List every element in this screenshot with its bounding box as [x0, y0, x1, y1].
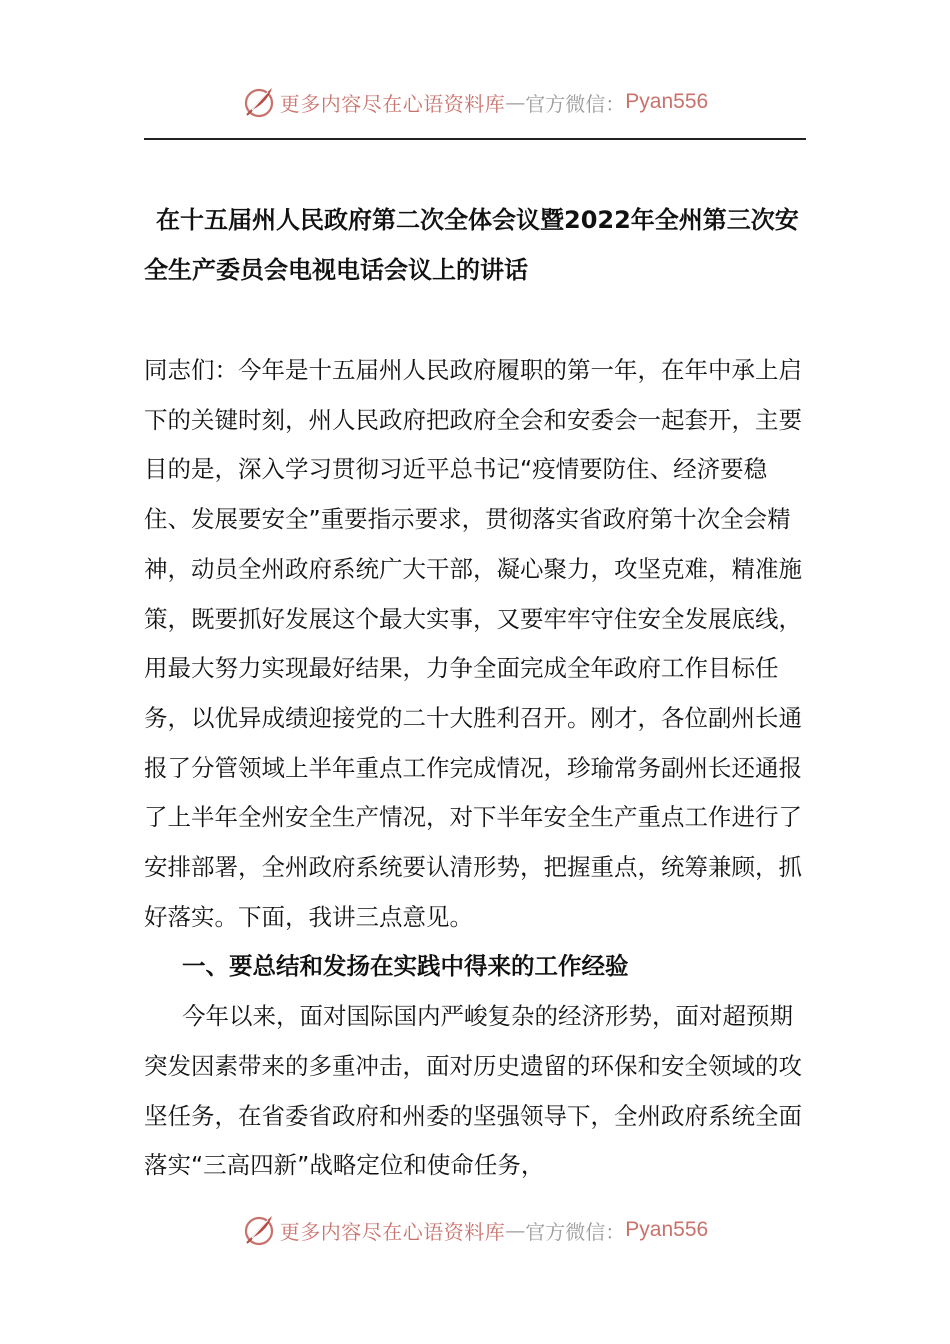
- wechat-id: Pyan556: [625, 90, 709, 113]
- promo-text: 更多内容尽在心语资料库: [279, 91, 506, 116]
- header-banner: [0, 80, 950, 124]
- promo-text: 更多内容尽在心语资料库: [279, 1219, 506, 1244]
- wechat-label: 官方微信：: [525, 1219, 626, 1244]
- banner-separator: —: [505, 90, 526, 114]
- feather-quill-logo-icon: [242, 1213, 276, 1247]
- banner-separator: —: [505, 1218, 526, 1242]
- intro-paragraph: 同志们：今年是十五届州人民政府履职的第一年，在年中承上启下的关键时刻，州人民政府把政府全会和安委会一起套开，主要目的是，深入学习贯彻习近平总书记“疫情要防住、经济要稳住、发展要安全”重要指示要求，贯彻落实省政府第十次全会精神，动员全州政府系统广大干部，凝心聚力，攻坚克难，精准施策，既要抓好发展这个最大实事，又要牢牢守住安全发展底线，用最大努力实现最好结果，力争全面完成全年政府工作目标任务，以优异成绩迎接党的二十大胜利召开。刚才，各位副州长通报了分管领域上半年重点工作完成情况，珍瑜常务副州长还通报了上半年全州安全生产情况，对下半年安全生产重点工作进行了安排部署，全州政府系统要认清形势，把握重点，统筹兼顾，抓好落实。下面，我讲三点意见。: [144, 356, 802, 931]
- wechat-id: Pyan556: [625, 1218, 709, 1241]
- document-body: [144, 346, 806, 1191]
- feather-quill-logo-icon: [242, 85, 276, 119]
- footer-banner: [0, 1208, 950, 1252]
- wechat-label: 官方微信：: [525, 91, 626, 116]
- section-paragraph: 今年以来，面对国际国内严峻复杂的经济形势，面对超预期突发因素带来的多重冲击，面对历史遗留的环保和安全领域的攻坚任务，在省委省政府和州委的坚强领导下，全州政府系统全面落实“三高四新”战略定位和使命任务，: [144, 1002, 802, 1180]
- document-title: 在十五届州人民政府第二次全体会议暨2022年全州第三次安全生产委员会电视电话会议上的讲话: [144, 206, 799, 284]
- section-heading: 一、要总结和发扬在实践中得来的工作经验: [182, 952, 629, 981]
- header-divider: [144, 138, 806, 140]
